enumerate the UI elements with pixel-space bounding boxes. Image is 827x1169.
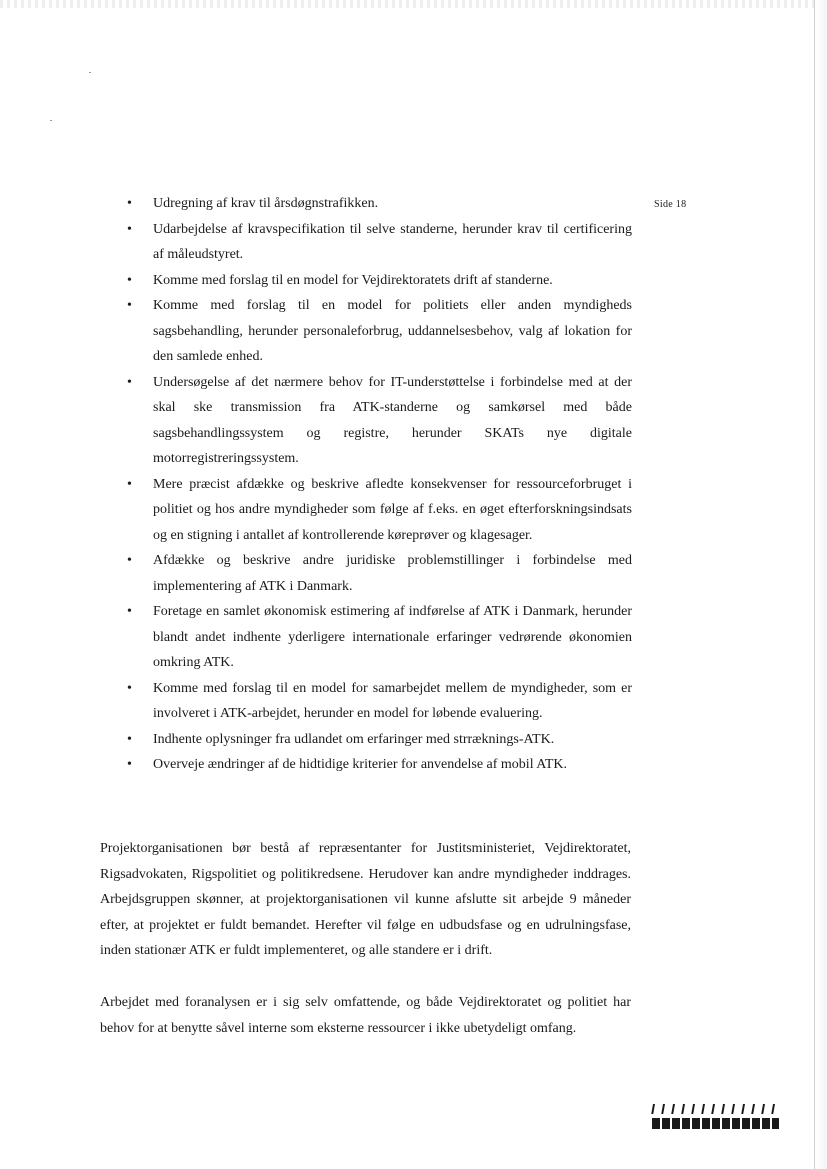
bullet-icon: • bbox=[127, 196, 132, 211]
list-item bbox=[126, 752, 632, 778]
list-item bbox=[126, 676, 632, 727]
list-item bbox=[126, 191, 632, 217]
list-item-text: Komme med forslag til en model for politiets eller anden myndigheds sagsbehandling, herunder personaleforbrug, uddannelsesbehov, valg af lokation for den samlede enhed. bbox=[153, 298, 632, 364]
scan-speck bbox=[89, 72, 91, 73]
list-item bbox=[126, 727, 632, 753]
bullet-icon: • bbox=[127, 221, 132, 237]
bullet-icon: • bbox=[127, 272, 132, 288]
list-item-text: Afdække og beskrive andre juridiske problemstillinger i forbindelse med implementering af ATK i Danmark. bbox=[153, 553, 632, 594]
bullet-list bbox=[126, 191, 632, 778]
list-item bbox=[126, 472, 632, 549]
list-item bbox=[126, 268, 632, 294]
list-item-text: Komme med forslag til en model for samarbejdet mellem de myndigheder, som er involveret i ATK-arbejdet, herunder en model for løbende evaluering. bbox=[153, 680, 632, 721]
list-item-text: Overveje ændringer af de hidtidige kriterier for anvendelse af mobil ATK. bbox=[153, 757, 568, 772]
bullet-icon: • bbox=[127, 553, 132, 568]
list-item bbox=[126, 293, 632, 370]
bullet-icon: • bbox=[127, 476, 132, 492]
bullet-icon: • bbox=[127, 680, 132, 696]
bullet-icon: • bbox=[127, 298, 132, 313]
scan-edge-right bbox=[814, 0, 827, 1169]
bullet-icon: • bbox=[127, 374, 132, 390]
bullet-icon: • bbox=[127, 731, 132, 747]
scan-speck bbox=[50, 120, 52, 121]
list-item-text: Indhente oplysninger fra udlandet om erfaringer med strræknings-ATK. bbox=[153, 731, 555, 747]
body-paragraph-organisation: Projektorganisationen bør bestå af repræsentanter for Justitsministeriet, Vejdirektoratet, Rigsadvokaten, Rigspolitiet og politikredsene. Herudover kan andre myndigheder inddrages. Arbejdsgruppen skønner, at projektorganisationen vil kunne afslutte sit arbejde 9 måneder efter, at projektet er fuldt bemandet. Herefter vil følge en udbudsfase og en udrulningsfase, inden stationær ATK er fuldt implementeret, og alle standere er i drift. bbox=[100, 841, 631, 958]
list-item bbox=[126, 599, 632, 676]
list-item-text: Mere præcist afdække og beskrive afledte konsekvenser for ressourceforbruget i politiet og hos andre myndigheder som følge af f.eks. en øget efterforskningsindsats og en stigning i antallet af kontrollerende køreprøver og klagesager. bbox=[153, 476, 632, 543]
page-number: Side 18 bbox=[654, 199, 687, 210]
list-item bbox=[126, 370, 632, 472]
list-item bbox=[126, 548, 632, 599]
scan-edge-top bbox=[0, 0, 827, 8]
list-item-text: Udregning af krav til årsdøgnstrafikken. bbox=[153, 196, 379, 211]
barcode-mark-icon bbox=[651, 1104, 781, 1130]
list-item-text: Komme med forslag til en model for Vejdirektoratets drift af standerne. bbox=[153, 272, 553, 288]
list-item-text: Foretage en samlet økonomisk estimering af indførelse af ATK i Danmark, herunder blandt andet indhente yderligere internationale erfaringer vedrørende økonomien omkring ATK. bbox=[153, 604, 632, 670]
body-paragraph-resources: Arbejdet med foranalysen er i sig selv omfattende, og både Vejdirektoratet og politiet har behov for at benytte såvel interne som eksterne ressourcer i ikke ubetydeligt omfang. bbox=[100, 995, 631, 1036]
list-item-text: Udarbejdelse af kravspecifikation til selve standerne, herunder krav til certificering af måleudstyret. bbox=[153, 221, 632, 262]
list-item bbox=[126, 217, 632, 268]
bullet-icon: • bbox=[127, 604, 132, 619]
list-item-text: Undersøgelse af det nærmere behov for IT-understøttelse i forbindelse med at der skal ske transmission fra ATK-standerne og samkørsel med både sagsbehandlingssystem og registre, herunder SKATs nye digitale motorregistreringssystem. bbox=[153, 374, 632, 466]
bullet-icon: • bbox=[127, 757, 132, 772]
